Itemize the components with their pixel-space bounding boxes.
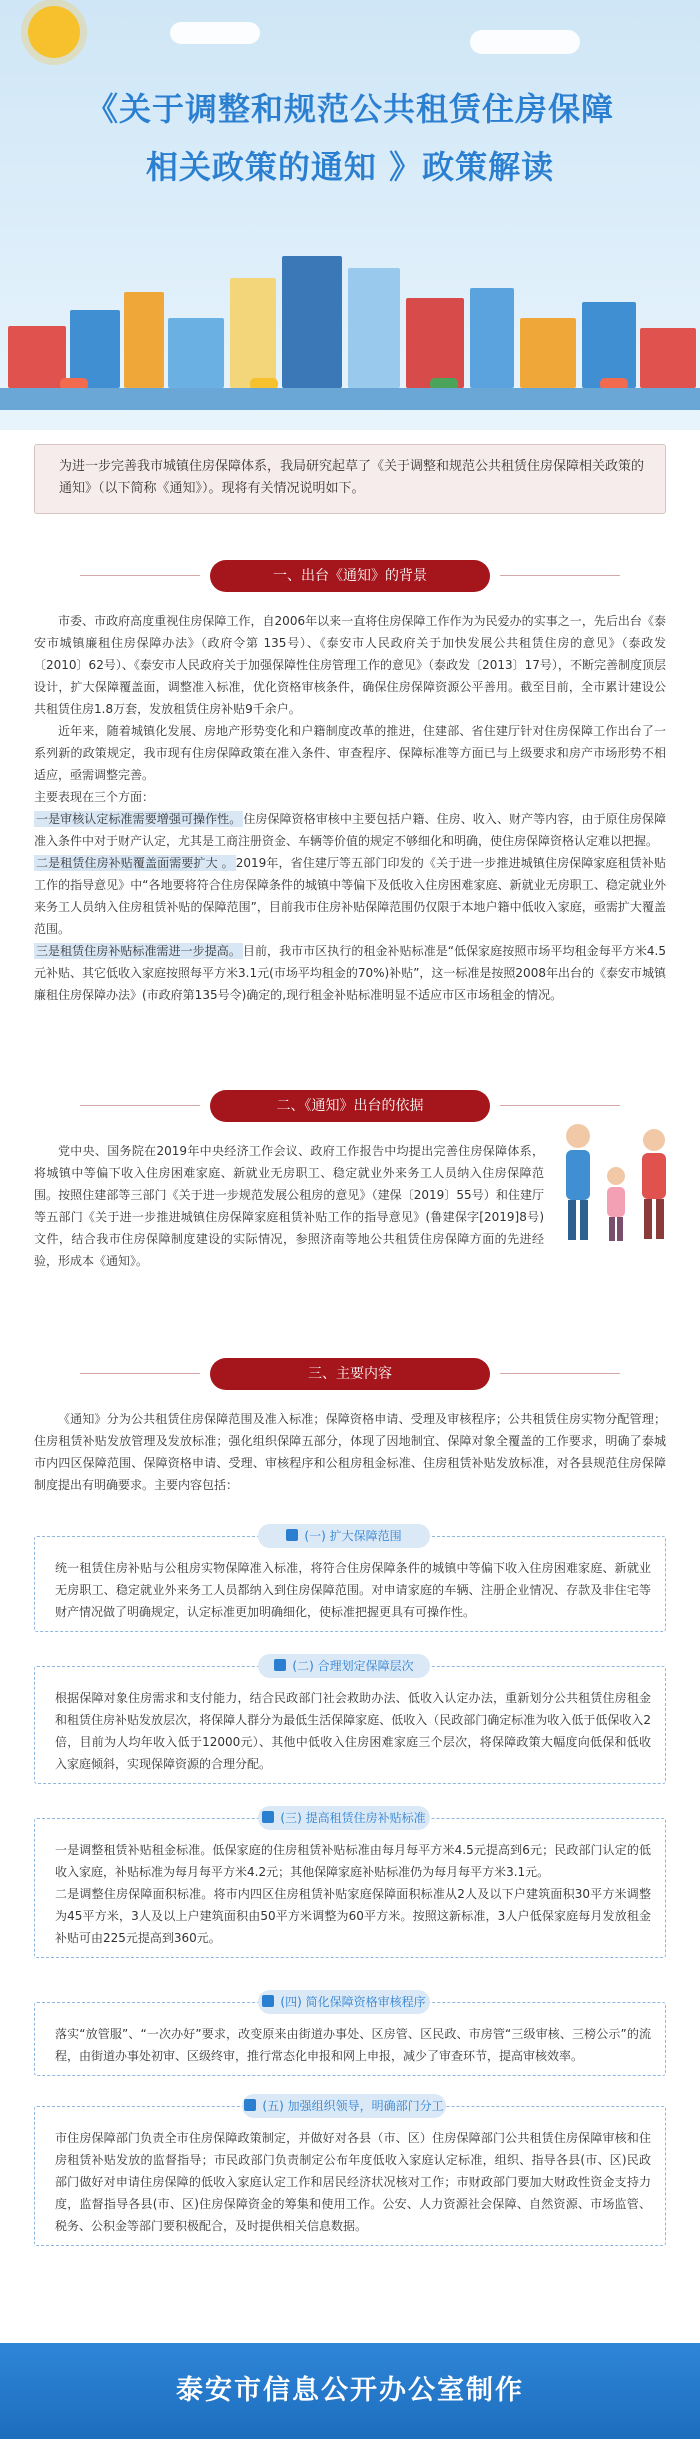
hero-banner (0, 0, 700, 430)
paragraph: 市住房保障部门负责全市住房保障政策制定，并做好对各县（市、区）住房保障部门公共租赁住房保障审核和住房租赁补贴发放的监督指导；市民政部门负责制定公布年度低收入家庭认定标准，组织、指导各县(市、区)民政部门做好对申请住房保障的低收入家庭认定工作和居民经济状况核对工作；市财政部门要加大财政性资金支持力度，监督指导各县(市、区)住房保障资金的筹集和使用工作。公安、人力资源社会保障、自然资源、市场监管、税务、公积金等部门要积极配合，及时提供相关信息数据。 (55, 2131, 651, 2233)
subsection-tag-3 (258, 1806, 430, 1830)
content-box-5 (34, 2106, 666, 2246)
building-icon (470, 288, 514, 388)
building-icon (520, 318, 576, 388)
subsection-tag-4 (258, 1990, 430, 2014)
list-item-text: 住房保障资格审核中主要包括户籍、住房、收入、财产等内容，由于原住房保障准入条件中对于财产认定，尤其是工商注册资金、车辆等价值的规定不够细化和明确，使住房保障资格认定难以把握。 (34, 812, 666, 848)
list-item (34, 808, 666, 852)
document-icon (286, 1529, 298, 1541)
list-item (34, 852, 666, 940)
tag-label: (一) 扩大保障范围 (304, 1529, 402, 1543)
family-illustration (556, 1110, 676, 1250)
paragraph: 党中央、国务院在2019年中央经济工作会议、政府工作报告中均提出完善住房保障体系，将城镇中等偏下收入住房困难家庭、新就业无房职工、稳定就业外来务工人员纳入住房保障范围。按照住建部等三部门《关于进一步规范发展公租房的意见》（建保〔2019〕55号）和住建厅等五部门《关于进一步推进城镇住房保障家庭租赁补贴工作的指导意见》(鲁建保字[2019]8号)文件，结合我市住房保障制度建设的实际情况，参照济南等地公共租赁住房保障方面的先进经验，形成本《通知》。 (34, 1144, 544, 1268)
footer-text: 泰安市信息公开办公室制作 (176, 2375, 524, 2406)
highlight-label: 三是租赁住房补贴标准需进一步提高。 (36, 944, 241, 958)
building-icon (168, 318, 224, 388)
section-1-body (34, 610, 666, 1006)
document-icon (262, 1811, 274, 1823)
building-icon (282, 256, 342, 388)
section-2-heading: 二、《通知》出台的依据 (210, 1090, 490, 1122)
document-icon (274, 1659, 286, 1671)
list-item (34, 940, 666, 1006)
paragraph: 二是调整住房保障面积标准。将市内四区住房租赁补贴家庭保障面积标准从2人及以下户建筑面积30平方米调整为45平方米，3人及以上户建筑面积由50平方米调整为60平方米。按照这新标准，3人户低保家庭每月发放租金补贴可由225元提高到360元。 (55, 1887, 651, 1945)
list-item-text: 目前，我市市区执行的租金补贴标准是“低保家庭按照市场平均租金每平方米4.5元补贴、其它低收入家庭按照每平方米3.1元(市场平均租金的70%)补贴”，这一标准是按照2008年出台的《泰安市城镇廉租住房保障办法》(市政府第135号令)确定的,现行租金补贴标准明显不适应市区市场租金的情况。 (34, 944, 666, 1002)
content-box-3 (34, 1818, 666, 1958)
building-icon (124, 292, 164, 388)
tag-label: (四) 简化保障资格审核程序 (280, 1995, 426, 2009)
subsection-tag-2 (258, 1654, 430, 1678)
building-icon (70, 310, 120, 388)
sun-icon (28, 6, 80, 58)
footer-banner (0, 2343, 700, 2439)
paragraph: 主要表现在三个方面： (34, 790, 155, 804)
highlight-label: 一是审核认定标准需要增强可操作性。 (36, 812, 242, 826)
intro-text: 为进一步完善我市城镇住房保障体系，我局研究起草了《关于调整和规范公共租赁住房保障相关政策的通知》（以下简称《通知》）。现将有关情况说明如下。 (59, 459, 645, 496)
list-item-text: 2019年，省住建厅等五部门印发的《关于进一步推进城镇住房保障家庭租赁补贴工作的指导意见》中“各地要将符合住房保障条件的城镇中等偏下及低收入住房困难家庭、新就业无房职工、稳定就业外来务工人员纳入住房租赁补贴的保障范围”，目前我市住房补贴保障范围仍仅限于本地户籍中低收入家庭，亟需扩大覆盖范围。 (34, 856, 666, 936)
building-icon (582, 302, 636, 388)
content-box-1 (34, 1536, 666, 1632)
highlight-label: 二是租赁住房补贴覆盖面需要扩大 。 (36, 856, 234, 870)
cloud-icon (170, 22, 260, 44)
content-box-2 (34, 1666, 666, 1784)
paragraph: 统一租赁住房补贴与公租房实物保障准入标准，将符合住房保障条件的城镇中等偏下收入住房困难家庭、新就业无房职工、稳定就业外来务工人员都纳入到住房保障范围。对申请家庭的车辆、注册企业情况、存款及非住宅等财产情况做了明确规定，认定标准更加明确细化，使标准把握更具有可操作性。 (55, 1561, 651, 1619)
section-2-body (34, 1140, 544, 1272)
paragraph: 《通知》分为公共租赁住房保障范围及准入标准；保障资格申请、受理及审核程序；公共租赁住房实物分配管理；住房租赁补贴发放管理及发放标准；强化组织保障五部分，体现了因地制宜、保障对象全覆盖的工作要求，明确了泰城市内四区保障范围、保障资格申请、受理、审核程序和公租房租金标准、住房租赁补贴发放标准，对各县规范住房保障制度提出有明确要求。主要内容包括： (34, 1412, 666, 1492)
paragraph: 根据保障对象住房需求和支付能力，结合民政部门社会救助办法、低收入认定办法，重新划分公共租赁住房租金和租赁住房补贴发放层次，将保障人群分为最低生活保障家庭、低收入（民政部门确定标准为收入低于低保收入2倍，目前为人均年收入低于12000元）、其他中低收入住房困难家庭三个层次，将保障政策大幅度向低保和低收入家庭倾斜，实现保障资源的合理分配。 (55, 1691, 651, 1771)
building-icon (348, 268, 400, 388)
document-icon (244, 2099, 256, 2111)
paragraph: 一是调整租赁补贴租金标准。低保家庭的住房租赁补贴标准由每月每平方米4.5元提高到6元；民政部门认定的低收入家庭，补贴标准为每月每平方米4.2元；其他保障家庭补贴标准仍为每月每平方米3.1元。 (55, 1843, 651, 1879)
cityscape-illustration (0, 260, 700, 410)
tag-label: (五) 加强组织领导，明确部门分工 (262, 2099, 444, 2113)
tag-label: (二) 合理划定保障层次 (292, 1659, 414, 1673)
intro-box (34, 444, 666, 514)
subsection-tag-5 (242, 2094, 446, 2118)
cloud-icon (470, 30, 580, 54)
subsection-tag-1 (258, 1524, 430, 1548)
page-title (0, 80, 700, 196)
section-3-intro (34, 1408, 666, 1496)
building-icon (8, 326, 66, 388)
paragraph: 近年来，随着城镇化发展、房地产形势变化和户籍制度改革的推进，住建部、省住建厅针对住房保障工作出台了一系列新的政策规定，我市现有住房保障政策在准入条件、审查程序、保障标准等方面已与上级要求和房产市场形势不相适应，亟需调整完善。 (34, 724, 666, 782)
section-3-heading: 三、主要内容 (210, 1358, 490, 1390)
document-icon (262, 1995, 274, 2007)
title-line-2: 相关政策的通知 》政策解读 (145, 148, 555, 186)
title-line-1: 《关于调整和规范公共租赁住房保障 (85, 90, 614, 128)
paragraph: 市委、市政府高度重视住房保障工作，自2006年以来一直将住房保障工作作为为民爱办的实事之一，先后出台《泰安市城镇廉租住房保障办法》（政府令第 135号）、《泰安市人民政府关于加快发展公共租赁住房的意见》（泰政发〔2010〕62号）、《泰安市人民政府关于加强保障性住房管理工作的意见》（泰政发〔2013〕17号），不断完善制度顶层设计，扩大保障覆盖面，调整准入标准，优化资格审核条件，确保住房保障资源公平善用。截至目前，全市累计建设公共租赁住房1.8万套，发放租赁住房补贴9千余户。 (34, 614, 666, 716)
road (0, 388, 700, 410)
building-icon (640, 328, 696, 388)
paragraph: 落实“放管服”、“一次办好”要求，改变原来由街道办事处、区房管、区民政、市房管“三级审核、三榜公示”的流程，由街道办事处初审、区级终审，推行常态化申报和网上申报，减少了审查环节，提高审核效率。 (55, 2027, 651, 2063)
building-icon (406, 298, 464, 388)
section-1-heading: 一、出台《通知》的背景 (210, 560, 490, 592)
tag-label: (三) 提高租赁住房补贴标准 (280, 1811, 426, 1825)
building-icon (230, 278, 276, 388)
